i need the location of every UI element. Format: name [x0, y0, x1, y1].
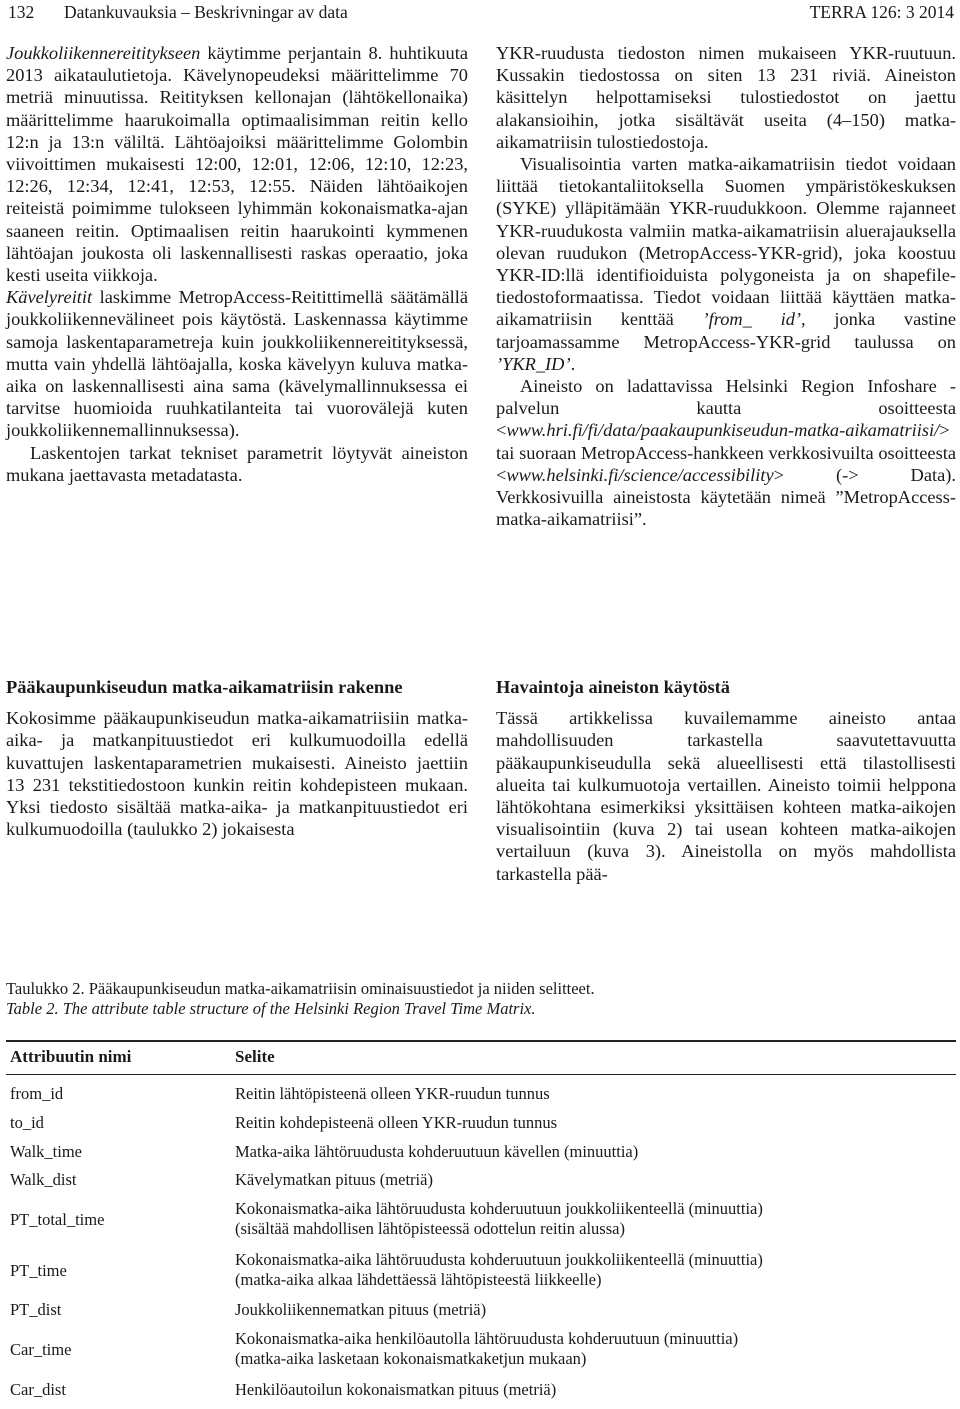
section-heading-structure: Pääkaupunkiseudun matka-aikamatriisin rakenne — [6, 677, 403, 697]
paragraph-text: , jonka vastine tarjoamassamme MetropAccess-YKR-grid taulussa on — [496, 309, 956, 352]
field-name: ’YKR_ID’ — [496, 353, 571, 374]
paragraph-walking — [6, 286, 468, 441]
caption-finnish: Taulukko 2. Pääkaupunkiseudun matka-aikamatriisin ominaisuustiedot ja niiden selitteet. — [6, 979, 595, 998]
running-title: Datankuvauksia – Beskrivningar av data — [64, 2, 348, 22]
paragraph-text: > tai suoraan MetropAccess-hankkeen verkkosivuilta osoitteesta < — [496, 420, 956, 485]
journal-citation: TERRA 126: 3 2014 — [809, 2, 954, 22]
description-line: Kävelymatkan pituus (metriä) — [235, 1170, 433, 1189]
caption-english: Table 2. The attribute table structure of the Helsinki Region Travel Time Matrix. — [6, 999, 536, 1018]
column-header-attribute: Attribuutin nimi — [10, 1047, 132, 1066]
table-top-rule — [6, 1040, 956, 1042]
attribute-description — [235, 1113, 950, 1133]
attribute-name: PT_total_time — [10, 1210, 105, 1229]
paragraph-text: laskimme MetropAccess-Reitittimellä säätämällä joukkoliikennevälineet pois käytöstä. Laskennassa käytimme samoja laskentaparametreja kuin joukkoliikennereitityksessä, mutta vain yhdellä lähtöajalla, koska kävelyyn kuluva matka-aika on laskennallisesti aina sama (kävelymallinnuksessa ei tarvitse huomioida ruuhkatilanteita tai vuorovälejä kuten joukkoliikennemallinnuksessa). — [6, 287, 468, 441]
attribute-name: PT_time — [10, 1261, 67, 1280]
attribute-name: to_id — [10, 1113, 44, 1132]
italic-term: Joukkoliikennereititykseen — [6, 43, 201, 63]
right-column-top — [496, 42, 956, 530]
paragraph-text: > (-> Data). Verkkosivuilla aineistosta käytetään nimeä ”MetropAccess-matka-aikamatriisi”. — [496, 464, 956, 530]
attribute-description — [235, 1329, 950, 1369]
description-line: Henkilöautoilun kokonaismatkan pituus (metriä) — [235, 1380, 557, 1399]
description-line: Matka-aika lähtöruudusta kohderuutuun kävellen (minuuttia) — [235, 1142, 639, 1161]
description-line: (sisältää mahdollisen lähtöpisteessä odottelun reitin alussa) — [235, 1219, 625, 1238]
description-line: Reitin kohdepisteenä olleen YKR-ruudun tunnus — [235, 1113, 557, 1132]
attribute-description — [235, 1142, 950, 1162]
description-line: Kokonaismatka-aika lähtöruudusta kohderuutuun joukkoliikenteellä (minuuttia) — [235, 1199, 763, 1218]
paragraph-routing — [6, 42, 468, 286]
attribute-description — [235, 1380, 950, 1400]
attribute-description — [235, 1170, 950, 1190]
description-line: Kokonaismatka-aika lähtöruudusta kohderuutuun joukkoliikenteellä (minuuttia) — [235, 1250, 763, 1269]
italic-term: Kävelyreitit — [6, 287, 93, 308]
page-number: 132 — [8, 2, 35, 22]
attribute-description — [235, 1250, 950, 1290]
attribute-name: from_id — [10, 1084, 64, 1103]
table-header-rule — [6, 1074, 956, 1075]
attribute-name: Walk_time — [10, 1142, 82, 1161]
description-line: (matka-aika lasketaan kokonaismatkaketjun mukaan) — [235, 1349, 587, 1368]
description-line: Joukkoliikennematkan pituus (metriä) — [235, 1300, 487, 1319]
attribute-name: PT_dist — [10, 1300, 62, 1319]
paragraph-text: Aineisto on ladattavissa Helsinki Region Infoshare -palvelun kautta osoitteesta < — [496, 376, 956, 441]
description-line: (matka-aika alkaa lähdettäessä lähtöpisteestä liikkeelle) — [235, 1270, 602, 1289]
attribute-name: Car_time — [10, 1340, 72, 1359]
left-column-top — [6, 42, 468, 486]
paragraph-visualisation — [496, 153, 956, 375]
attribute-name: Car_dist — [10, 1380, 66, 1399]
attribute-name: Walk_dist — [10, 1170, 77, 1189]
attribute-description — [235, 1199, 950, 1239]
paragraph-download — [496, 375, 956, 530]
paragraph-observations: Tässä artikkelissa kuvailemamme aineisto antaa mahdollisuuden tarkastella saavutettavuutta pääkaupunkiseudulla sekä alueellisesti että tilastollisesti alueita tai kulkumuotoja vertaillen. Aineisto toimii helppona lähtökohtana esimerkiksi yksittäisen kohteen matka-aikojen visualisointiin (kuva 2) tai usean kohteen matka-aikojen vertailuun (kuva 3). Aineistolla on myös mahdollista tarkastella pää- — [496, 708, 956, 884]
hri-link[interactable]: www.hri.fi/fi/data/paakaupunkiseudun-matka-aikamatriisi/ — [506, 420, 940, 441]
right-column-bottom — [496, 676, 956, 885]
paragraph-files: YKR-ruudusta tiedoston nimen mukaiseen YKR-ruutuun. Kussakin tiedostossa on siten 13 231 riviä. Aineiston käsittelyn helpottamiseksi tulostiedostot on jaettu alakansioihin, jotka sisältävät useita (4–150) matka-aikamatriisin tulostiedostoja. — [496, 43, 956, 152]
paragraph-text: Visualisointia varten matka-aikamatriisin tiedot voidaan liittää tietokantaliitoksella Suomen ympäristökeskuksen (SYKE) ylläpitämään YKR-ruudukkoon. Olemme rajanneet YKR-ruudukosta valmiin matka-aikamatriisin aluerajauksella olevan ruudukon (MetropAccess-YKR-grid), joka koostuu YKR-ID:llä identifioiduista polygoneista ja on shapefile-tiedostoformaatissa. Tiedot voidaan liittää käyttäen matka-aikamatriisin kenttää — [496, 154, 956, 330]
description-line: Reitin lähtöpisteenä olleen YKR-ruudun tunnus — [235, 1084, 550, 1103]
paragraph-structure: Kokosimme pääkaupunkiseudun matka-aikamatriisiin matka-aika- ja matkanpituustiedot eri kulkumuodoilla edellä kuvattujen laskentaparametrien mukaisesti. Aineisto jaettiin 13 231 tekstitiedostoon kunkin reitin kohdepisteen mukaan. Yksi tiedosto sisältää matka-aika- ja matkanpituustiedot eri kulkumuodoilla (taulukko 2) jokaisesta — [6, 708, 468, 840]
attribute-description — [235, 1300, 950, 1320]
field-name: ’from_ id’ — [702, 309, 802, 330]
section-heading-observations: Havaintoja aineiston käytöstä — [496, 677, 730, 697]
running-header — [0, 0, 960, 26]
left-column-bottom — [6, 676, 468, 840]
paragraph-metadata: Laskentojen tarkat tekniset parametrit löytyvät aineiston mukana jaettavasta metadatasta. — [6, 442, 468, 485]
paragraph-text: . — [570, 353, 576, 374]
attribute-description — [235, 1084, 950, 1104]
paragraph-text: käytimme perjantain 8. huhtikuuta 2013 aikataulutietoja. Kävelynopeudeksi määrittelimme 70 metriä minuutissa. Reitityksen kellonajan (lähtökellonaika) määrittelimme haarukoimalla optimaalisimman reitin kello 12:n ja 13:n väliltä. Lähtöajoiksi määrittelimme Golombin viivoittimen mukaisesti 12:00, 12:01, 12:06, 12:10, 12:23, 12:26, 12:34, 12:41, 12:53, 12:55. Näiden lähtöaikojen reiteistä poimimme tulokseen lyhimmän kokonaismatka-ajan saaneen reitin. Optimaalisen reitin haarukointi kymmenen lähtöajan joukosta oli laskennallisesti raskas operaatio, joka kesti useita viikkoja. — [6, 43, 468, 286]
column-header-description: Selite — [235, 1047, 275, 1066]
metropaccess-link[interactable]: www.helsinki.fi/science/accessibility — [506, 464, 774, 485]
table-caption — [6, 979, 956, 1019]
description-line: Kokonaismatka-aika henkilöautolla lähtöruudusta kohderuutuun (minuuttia) — [235, 1329, 739, 1348]
